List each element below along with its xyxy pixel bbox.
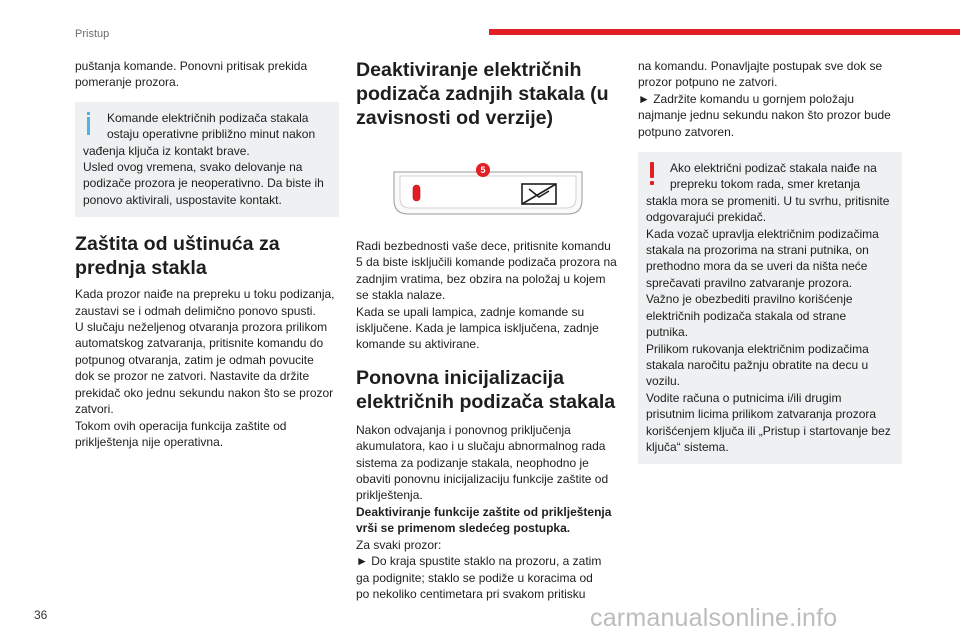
note-line: prethodno mora da se uveri da ništa neće (646, 259, 868, 274)
note-line: sprečavati pravilno zatvaranje prozora. (646, 275, 853, 290)
info-icon (87, 112, 90, 135)
watermark: carmanualsonline.info (590, 604, 838, 632)
bold-instruction: Deaktiviranje funkcije zaštite od priklještenja (356, 504, 612, 519)
intro-line: pomeranje prozora. (75, 75, 180, 90)
note-line: prisutnim licima prilikom zatvaranja prozora (646, 407, 877, 422)
note-line: korišćenjem ključa ili „Pristup i startovanje bez (646, 423, 891, 438)
note-line: Vodite računa o putnicima i/ili drugim (646, 390, 842, 405)
section-heading-anti-pinch: Zaštita od uštinuća za prednja stakla (75, 233, 280, 280)
section-heading-reinitialization: Ponovna inicijalizacija električnih podizača stakala (356, 366, 616, 413)
note-line: stakala naročitu pažnju obratite na decu u (646, 357, 869, 372)
note-line: stakla mora se promeniti. U tu svrhu, pritisnite (646, 193, 890, 208)
anti-pinch-body: Kada prozor naiđe na prepreku u toku podizanja, zaustavi se i odmah delimično ponovo spusti. U slučaju neželjenog otvaranja prozora prilikom automatskog zatvaranja, pritisnite komandu do potpunog otvaranja, zatim je odmah povucite dok se prozor ne zatvori. Nastavite da držite prekidač oko jednu sekundu nakon što se prozor zatvori. Tokom ovih operacija funkcija zaštite od priklještenja nije operativna. (75, 287, 335, 449)
note-line: Prilikom rukovanja električnim podizačima (646, 341, 869, 356)
note-line: Kada vozač upravlja električnim podizačima (646, 226, 879, 241)
note-line: električnih podizača stakala od strane (646, 308, 847, 323)
section-title: Pristup (75, 28, 110, 40)
column-middle (356, 58, 621, 602)
note-line: Komande električnih podizača stakala (107, 110, 309, 125)
note-line: putnika. (646, 325, 689, 340)
note-line: vozilu. (646, 374, 681, 389)
warning-note (638, 152, 902, 464)
note-line: Usled ovog vremena, svako delovanje na (83, 160, 303, 175)
callout-badge: 5 (476, 163, 490, 177)
rear-window-lock-illustration (356, 148, 621, 218)
note-line: Važno je obezbediti pravilno korišćenje (646, 292, 853, 307)
note-line: vađenja ključa iz kontakt brave. (83, 143, 250, 158)
bold-instruction: vrši se primenom sledećeg postupka. (356, 521, 571, 536)
note-line: ključa“ sistema. (646, 439, 729, 454)
control-panel-drawing (356, 148, 621, 218)
header-accent-bar (489, 29, 960, 35)
note-line: odgovarajući prekidač. (646, 210, 767, 225)
reinitialization-body-continued: na komandu. Ponavljajte postupak sve dok se prozor potpuno ne zatvori. ► Zadržite komandu u gornjem položaju najmanje jednu sekundu nakon što prozor bude potpuno zatvoren. (638, 59, 891, 139)
info-note (75, 102, 339, 217)
note-line: ostaju operativne približno minut nakon (107, 127, 316, 142)
column-right (638, 58, 902, 464)
intro-line: puštanja komande. Ponovni pritisak prekida (75, 59, 308, 73)
deactivate-rear-body: Radi bezbednosti vaše dece, pritisnite komandu 5 da biste isključili komande podizača prozora na zadnjim vratima, bez obzira na položaj u kojem se stakla nalaze. Kada se upali lampica, zadnje komande su isključene. Kada je lampica isključena, zadnje komande su aktivirane. (356, 239, 617, 352)
section-heading-deactivate-rear: Deaktiviranje električnih podizača zadnjih stakala (u zavisnosti od verzije) (356, 59, 609, 129)
note-line: ponovo aktivirali, uspostavite kontakt. (83, 192, 282, 207)
note-line: prepreku tokom rada, smer kretanja (670, 177, 861, 192)
note-line: podizače prozora je neoperativno. Da biste ih (83, 176, 324, 191)
warning-icon (650, 162, 654, 185)
note-line: Ako električni podizač stakala naiđe na (670, 161, 877, 176)
page-number: 36 (34, 608, 48, 622)
window-lock-icon (522, 184, 556, 204)
column-left (75, 58, 339, 450)
note-line: stakala na prozorima na strani putnika, on (646, 243, 869, 258)
reinitialization-body: Nakon odvajanja i ponovnog priključenja akumulatora, kao i u slučaju abnormalnog rada sistema za podizanje stakala, neophodno je obaviti ponovnu inicijalizaciju funkcije zaštite od priklještenja. Deaktiviranje funkcije zaštite od priklještenja vrši se primenom sledećeg postupka. Za svaki prozor: ► Do kraja spustite staklo na prozoru, a zatim ga podignite; staklo se podiže u koracima od po nekoliko centimetara pri svakom pritisku (356, 422, 621, 602)
